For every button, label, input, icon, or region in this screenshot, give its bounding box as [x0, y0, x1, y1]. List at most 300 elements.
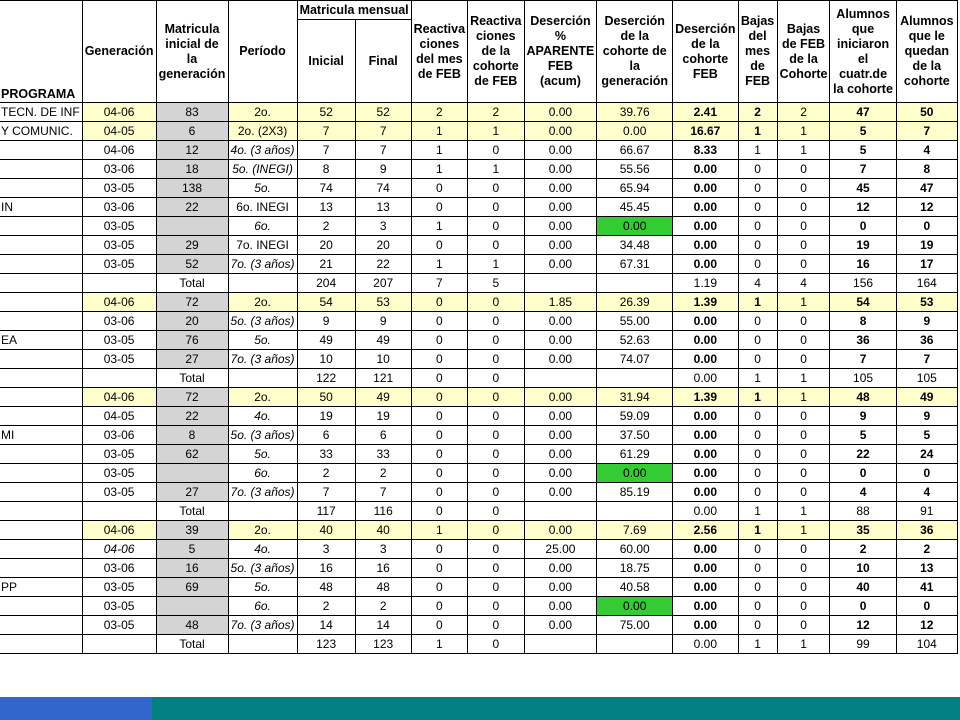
- cell-reactivaciones-cohorte: 0: [468, 350, 524, 369]
- cell-reactivaciones-cohorte: 0: [468, 635, 524, 654]
- cell-inicial: 48: [297, 578, 355, 597]
- cell-reactivaciones-mes: 0: [411, 350, 467, 369]
- cell-inicial: 2: [297, 597, 355, 616]
- table-row: [0, 103, 958, 122]
- header-desercion-cohorte-feb: Deserción de la cohorte FEB: [673, 1, 738, 103]
- cell-desercion-generacion: 0.00: [597, 597, 673, 616]
- table-row: [0, 255, 958, 274]
- cell-bajas-mes: 1: [738, 369, 777, 388]
- cell-reactivaciones-mes: 7: [411, 274, 467, 293]
- header-desercion-cohorte-gen: Deserción de la cohorte de la generación: [597, 1, 673, 103]
- cell-final: 40: [355, 521, 411, 540]
- cell-generacion: 04-06: [82, 540, 156, 559]
- cell-bajas-cohorte: 0: [777, 217, 830, 236]
- cell-bajas-cohorte: 1: [777, 521, 830, 540]
- cell-desercion-feb: 8.33: [673, 141, 738, 160]
- table-row: [0, 483, 958, 502]
- cell-desercion-aparente: 0.00: [524, 217, 597, 236]
- cell-bajas-mes: 0: [738, 426, 777, 445]
- cell-reactivaciones-cohorte: 0: [468, 141, 524, 160]
- cell-reactivaciones-mes: 0: [411, 369, 467, 388]
- cell-programa: IN: [0, 198, 82, 217]
- cell-desercion-generacion: 75.00: [597, 616, 673, 635]
- cell-desercion-aparente: 0.00: [524, 198, 597, 217]
- cell-programa: [0, 597, 82, 616]
- cell-inicial: 204: [297, 274, 355, 293]
- table-row: [0, 521, 958, 540]
- table-row: [0, 597, 958, 616]
- cell-final: 74: [355, 179, 411, 198]
- cell-desercion-aparente: [524, 635, 597, 654]
- cell-reactivaciones-cohorte: 0: [468, 293, 524, 312]
- cell-matricula-inicial: 22: [156, 407, 228, 426]
- cell-desercion-generacion: 0.00: [597, 122, 673, 141]
- cell-bajas-mes: 0: [738, 160, 777, 179]
- header-matricula-inicial: Matricula inicial de la generación: [156, 1, 228, 103]
- cell-desercion-generacion: 18.75: [597, 559, 673, 578]
- cell-desercion-feb: 0.00: [673, 407, 738, 426]
- cell-inicial: 19: [297, 407, 355, 426]
- cell-matricula-inicial: 39: [156, 521, 228, 540]
- cell-desercion-feb: 0.00: [673, 331, 738, 350]
- cell-inicial: 3: [297, 540, 355, 559]
- cell-desercion-generacion: [597, 369, 673, 388]
- cell-desercion-feb: 0.00: [673, 559, 738, 578]
- cell-desercion-generacion: [597, 502, 673, 521]
- cell-alumnos-quedan: 104: [896, 635, 957, 654]
- cell-inicial: 10: [297, 350, 355, 369]
- cell-desercion-aparente: 0.00: [524, 445, 597, 464]
- cell-desercion-aparente: 0.00: [524, 616, 597, 635]
- cell-alumnos-iniciaron: 99: [830, 635, 896, 654]
- cell-bajas-cohorte: 1: [777, 502, 830, 521]
- cell-bajas-cohorte: 1: [777, 141, 830, 160]
- cell-bajas-mes: 0: [738, 616, 777, 635]
- header-reactivaciones-mes: Reactiva ciones del mes de FEB: [411, 1, 467, 103]
- cell-inicial: 14: [297, 616, 355, 635]
- cell-programa: [0, 388, 82, 407]
- cell-reactivaciones-mes: 1: [411, 160, 467, 179]
- cell-matricula-inicial: 8: [156, 426, 228, 445]
- cell-periodo: 5o.: [228, 179, 297, 198]
- table-row: [0, 179, 958, 198]
- cell-reactivaciones-cohorte: 0: [468, 616, 524, 635]
- cell-final: 3: [355, 217, 411, 236]
- cell-final: 13: [355, 198, 411, 217]
- cell-inicial: 13: [297, 198, 355, 217]
- cell-generacion: 03-05: [82, 331, 156, 350]
- cell-desercion-generacion: 26.39: [597, 293, 673, 312]
- cell-bajas-mes: 4: [738, 274, 777, 293]
- cell-alumnos-quedan: 50: [896, 103, 957, 122]
- cell-matricula-inicial: 76: [156, 331, 228, 350]
- cell-reactivaciones-mes: 0: [411, 540, 467, 559]
- empty-cell: [82, 502, 156, 521]
- header-generacion: Generación: [82, 1, 156, 103]
- cell-reactivaciones-mes: 0: [411, 597, 467, 616]
- cell-alumnos-iniciaron: 5: [830, 141, 896, 160]
- cell-alumnos-iniciaron: 19: [830, 236, 896, 255]
- cell-desercion-generacion: 0.00: [597, 217, 673, 236]
- empty-cell: [228, 635, 297, 654]
- cell-reactivaciones-cohorte: 0: [468, 597, 524, 616]
- cell-bajas-mes: 1: [738, 502, 777, 521]
- cell-reactivaciones-mes: 0: [411, 426, 467, 445]
- cell-final: 3: [355, 540, 411, 559]
- table-row: [0, 464, 958, 483]
- cell-final: 6: [355, 426, 411, 445]
- cell-alumnos-quedan: 91: [896, 502, 957, 521]
- cell-desercion-generacion: 40.58: [597, 578, 673, 597]
- cell-programa: [0, 160, 82, 179]
- cell-alumnos-quedan: 9: [896, 312, 957, 331]
- cell-matricula-inicial: 83: [156, 103, 228, 122]
- cell-alumnos-quedan: 0: [896, 217, 957, 236]
- cell-programa: [0, 483, 82, 502]
- cell-desercion-generacion: 37.50: [597, 426, 673, 445]
- cell-generacion: 03-06: [82, 198, 156, 217]
- table-row: [0, 350, 958, 369]
- cell-bajas-cohorte: 0: [777, 255, 830, 274]
- cell-generacion: 03-05: [82, 255, 156, 274]
- cell-bajas-mes: 1: [738, 521, 777, 540]
- cell-desercion-generacion: 34.48: [597, 236, 673, 255]
- cell-desercion-generacion: 67.31: [597, 255, 673, 274]
- cell-inicial: 7: [297, 141, 355, 160]
- cell-reactivaciones-mes: 1: [411, 521, 467, 540]
- cell-desercion-generacion: 55.56: [597, 160, 673, 179]
- header-desercion-aparente: Deserción % APARENTE FEB (acum): [524, 1, 597, 103]
- cell-reactivaciones-cohorte: 0: [468, 483, 524, 502]
- cell-programa: [0, 217, 82, 236]
- cell-final: 49: [355, 331, 411, 350]
- cell-alumnos-iniciaron: 5: [830, 122, 896, 141]
- total-label: Total: [156, 502, 228, 521]
- cell-bajas-mes: 0: [738, 483, 777, 502]
- cell-periodo: 2o.: [228, 521, 297, 540]
- cell-alumnos-quedan: 7: [896, 122, 957, 141]
- header-reactivaciones-cohorte: Reactiva ciones de la cohorte de FEB: [468, 1, 524, 103]
- cell-desercion-generacion: 85.19: [597, 483, 673, 502]
- cell-final: 52: [355, 103, 411, 122]
- cell-desercion-feb: 0.00: [673, 255, 738, 274]
- cell-reactivaciones-cohorte: 1: [468, 255, 524, 274]
- cell-reactivaciones-cohorte: 0: [468, 445, 524, 464]
- cell-generacion: 04-06: [82, 103, 156, 122]
- cell-reactivaciones-cohorte: 0: [468, 312, 524, 331]
- cell-alumnos-iniciaron: 47: [830, 103, 896, 122]
- cell-matricula-inicial: 52: [156, 255, 228, 274]
- cell-inicial: 40: [297, 521, 355, 540]
- cell-reactivaciones-mes: 1: [411, 635, 467, 654]
- cell-desercion-feb: 0.00: [673, 445, 738, 464]
- cell-matricula-inicial: 27: [156, 350, 228, 369]
- table-row: [0, 388, 958, 407]
- cell-desercion-aparente: 0.00: [524, 122, 597, 141]
- cell-desercion-feb: 16.67: [673, 122, 738, 141]
- cell-reactivaciones-mes: 1: [411, 255, 467, 274]
- cell-inicial: 2: [297, 464, 355, 483]
- cell-alumnos-iniciaron: 0: [830, 464, 896, 483]
- cell-bajas-cohorte: 0: [777, 483, 830, 502]
- cell-periodo: 6o.: [228, 464, 297, 483]
- cell-desercion-aparente: 0.00: [524, 464, 597, 483]
- cell-bajas-mes: 0: [738, 464, 777, 483]
- cell-final: 10: [355, 350, 411, 369]
- cell-bajas-cohorte: 1: [777, 122, 830, 141]
- cell-alumnos-iniciaron: 12: [830, 198, 896, 217]
- cell-bajas-cohorte: 0: [777, 198, 830, 217]
- cell-final: 207: [355, 274, 411, 293]
- cell-bajas-mes: 0: [738, 597, 777, 616]
- cell-final: 16: [355, 559, 411, 578]
- cell-alumnos-quedan: 36: [896, 521, 957, 540]
- cell-alumnos-quedan: 0: [896, 597, 957, 616]
- cell-desercion-feb: 1.39: [673, 388, 738, 407]
- cell-bajas-cohorte: 0: [777, 179, 830, 198]
- cell-alumnos-quedan: 36: [896, 331, 957, 350]
- table-body: [0, 103, 958, 654]
- cell-inicial: 20: [297, 236, 355, 255]
- cell-bajas-cohorte: 0: [777, 464, 830, 483]
- cell-desercion-feb: 0.00: [673, 426, 738, 445]
- cell-final: 48: [355, 578, 411, 597]
- table-row: [0, 616, 958, 635]
- cell-desercion-feb: 0.00: [673, 597, 738, 616]
- cell-bajas-mes: 0: [738, 312, 777, 331]
- cell-generacion: 03-06: [82, 426, 156, 445]
- empty-cell: [0, 369, 82, 388]
- cell-matricula-inicial: 72: [156, 293, 228, 312]
- cell-final: 7: [355, 122, 411, 141]
- cell-alumnos-iniciaron: 2: [830, 540, 896, 559]
- cell-final: 2: [355, 597, 411, 616]
- cell-alumnos-iniciaron: 10: [830, 559, 896, 578]
- cell-reactivaciones-cohorte: 5: [468, 274, 524, 293]
- cell-generacion: 04-06: [82, 141, 156, 160]
- cell-desercion-generacion: 45.45: [597, 198, 673, 217]
- cell-desercion-aparente: 1.85: [524, 293, 597, 312]
- cell-bajas-cohorte: 0: [777, 540, 830, 559]
- empty-cell: [228, 274, 297, 293]
- cell-programa: PP: [0, 578, 82, 597]
- cell-desercion-aparente: 0.00: [524, 426, 597, 445]
- cell-bajas-cohorte: 0: [777, 350, 830, 369]
- cell-periodo: 5o.: [228, 445, 297, 464]
- table-row: [0, 331, 958, 350]
- cell-periodo: 5o.: [228, 331, 297, 350]
- cell-matricula-inicial: 6: [156, 122, 228, 141]
- cell-generacion: 03-06: [82, 312, 156, 331]
- table-row: [0, 578, 958, 597]
- cell-periodo: 7o. (3 años): [228, 350, 297, 369]
- cell-alumnos-quedan: 13: [896, 559, 957, 578]
- cell-generacion: 03-06: [82, 559, 156, 578]
- cell-inicial: 2: [297, 217, 355, 236]
- cell-desercion-generacion: 59.09: [597, 407, 673, 426]
- cell-programa: [0, 540, 82, 559]
- cell-desercion-aparente: [524, 369, 597, 388]
- cell-alumnos-quedan: 105: [896, 369, 957, 388]
- cell-programa: Y COMUNIC.: [0, 122, 82, 141]
- cell-desercion-feb: 0.00: [673, 578, 738, 597]
- empty-cell: [228, 502, 297, 521]
- cell-generacion: 03-05: [82, 350, 156, 369]
- total-label: Total: [156, 635, 228, 654]
- cell-bajas-cohorte: 0: [777, 160, 830, 179]
- cell-periodo: 2o.: [228, 293, 297, 312]
- cell-reactivaciones-cohorte: 1: [468, 122, 524, 141]
- cell-desercion-feb: 0.00: [673, 464, 738, 483]
- empty-cell: [82, 369, 156, 388]
- cell-alumnos-quedan: 4: [896, 141, 957, 160]
- cell-matricula-inicial: 12: [156, 141, 228, 160]
- cell-desercion-generacion: 31.94: [597, 388, 673, 407]
- cell-generacion: 04-06: [82, 293, 156, 312]
- cell-alumnos-quedan: 24: [896, 445, 957, 464]
- cell-inicial: 122: [297, 369, 355, 388]
- cell-reactivaciones-mes: 0: [411, 502, 467, 521]
- cell-reactivaciones-mes: 0: [411, 388, 467, 407]
- cell-alumnos-iniciaron: 7: [830, 350, 896, 369]
- total-label: Total: [156, 369, 228, 388]
- cell-reactivaciones-mes: 1: [411, 217, 467, 236]
- cell-programa: [0, 141, 82, 160]
- cell-alumnos-quedan: 4: [896, 483, 957, 502]
- cell-generacion: 03-05: [82, 483, 156, 502]
- cell-periodo: 2o.: [228, 388, 297, 407]
- cell-final: 7: [355, 141, 411, 160]
- cell-alumnos-quedan: 49: [896, 388, 957, 407]
- cell-inicial: 54: [297, 293, 355, 312]
- cell-bajas-mes: 2: [738, 103, 777, 122]
- cell-generacion: 03-05: [82, 597, 156, 616]
- empty-cell: [228, 369, 297, 388]
- cell-inicial: 49: [297, 331, 355, 350]
- cell-bajas-cohorte: 0: [777, 312, 830, 331]
- cell-final: 116: [355, 502, 411, 521]
- cell-bajas-mes: 1: [738, 635, 777, 654]
- cell-alumnos-quedan: 19: [896, 236, 957, 255]
- cell-matricula-inicial: 29: [156, 236, 228, 255]
- cell-bajas-cohorte: 1: [777, 369, 830, 388]
- cell-desercion-generacion: 0.00: [597, 464, 673, 483]
- cell-desercion-aparente: 0.00: [524, 103, 597, 122]
- cell-bajas-cohorte: 2: [777, 103, 830, 122]
- cell-programa: [0, 464, 82, 483]
- cell-periodo: 5o. (3 años): [228, 426, 297, 445]
- cell-programa: [0, 445, 82, 464]
- cell-bajas-mes: 0: [738, 217, 777, 236]
- cell-alumnos-quedan: 8: [896, 160, 957, 179]
- cell-final: 49: [355, 388, 411, 407]
- cell-final: 7: [355, 483, 411, 502]
- cell-alumnos-iniciaron: 12: [830, 616, 896, 635]
- cell-alumnos-iniciaron: 9: [830, 407, 896, 426]
- cell-desercion-feb: 0.00: [673, 350, 738, 369]
- table-row: [0, 236, 958, 255]
- cell-generacion: 04-05: [82, 407, 156, 426]
- cell-periodo: 7o. (3 años): [228, 483, 297, 502]
- cell-matricula-inicial: [156, 217, 228, 236]
- cell-matricula-inicial: [156, 464, 228, 483]
- cell-final: 53: [355, 293, 411, 312]
- cell-alumnos-iniciaron: 40: [830, 578, 896, 597]
- cell-bajas-cohorte: 1: [777, 388, 830, 407]
- cell-programa: [0, 236, 82, 255]
- cell-desercion-feb: 0.00: [673, 616, 738, 635]
- cell-desercion-aparente: 0.00: [524, 160, 597, 179]
- cell-generacion: 03-05: [82, 236, 156, 255]
- cell-inicial: 52: [297, 103, 355, 122]
- cell-generacion: 03-05: [82, 179, 156, 198]
- cell-desercion-feb: 0.00: [673, 160, 738, 179]
- empty-cell: [0, 274, 82, 293]
- cell-desercion-aparente: 0.00: [524, 407, 597, 426]
- cell-reactivaciones-cohorte: 0: [468, 559, 524, 578]
- cell-alumnos-iniciaron: 5: [830, 426, 896, 445]
- cell-alumnos-iniciaron: 22: [830, 445, 896, 464]
- cell-inicial: 117: [297, 502, 355, 521]
- cell-desercion-aparente: 0.00: [524, 179, 597, 198]
- empty-cell: [0, 635, 82, 654]
- cell-alumnos-quedan: 17: [896, 255, 957, 274]
- cell-final: 19: [355, 407, 411, 426]
- cell-reactivaciones-mes: 1: [411, 122, 467, 141]
- cell-reactivaciones-cohorte: 0: [468, 369, 524, 388]
- cell-final: 121: [355, 369, 411, 388]
- cell-bajas-cohorte: 0: [777, 597, 830, 616]
- cell-inicial: 33: [297, 445, 355, 464]
- cell-inicial: 50: [297, 388, 355, 407]
- cell-bajas-mes: 0: [738, 198, 777, 217]
- cell-bajas-mes: 0: [738, 407, 777, 426]
- cell-alumnos-iniciaron: 0: [830, 217, 896, 236]
- cell-bajas-cohorte: 0: [777, 578, 830, 597]
- cell-bajas-cohorte: 1: [777, 635, 830, 654]
- cell-desercion-aparente: 0.00: [524, 597, 597, 616]
- cell-alumnos-iniciaron: 4: [830, 483, 896, 502]
- cell-periodo: 4o.: [228, 407, 297, 426]
- cell-bajas-mes: 0: [738, 255, 777, 274]
- cell-reactivaciones-cohorte: 0: [468, 179, 524, 198]
- cell-desercion-feb: 0.00: [673, 635, 738, 654]
- cell-programa: [0, 255, 82, 274]
- cell-alumnos-quedan: 2: [896, 540, 957, 559]
- total-row: [0, 274, 958, 293]
- cell-periodo: 2o. (2X3): [228, 122, 297, 141]
- cell-inicial: 7: [297, 122, 355, 141]
- cell-desercion-generacion: 65.94: [597, 179, 673, 198]
- cell-desercion-feb: 0.00: [673, 217, 738, 236]
- cell-reactivaciones-cohorte: 0: [468, 236, 524, 255]
- cell-reactivaciones-mes: 2: [411, 103, 467, 122]
- cell-alumnos-quedan: 5: [896, 426, 957, 445]
- cell-reactivaciones-cohorte: 0: [468, 502, 524, 521]
- cell-alumnos-iniciaron: 156: [830, 274, 896, 293]
- header-bajas-cohorte: Bajas de FEB de la Cohorte: [777, 1, 830, 103]
- cell-bajas-cohorte: 1: [777, 293, 830, 312]
- table-row: [0, 445, 958, 464]
- cell-desercion-feb: 1.19: [673, 274, 738, 293]
- cell-desercion-feb: 0.00: [673, 179, 738, 198]
- cell-periodo: 2o.: [228, 103, 297, 122]
- slide-footer-bar: [0, 697, 960, 720]
- cell-reactivaciones-cohorte: 0: [468, 198, 524, 217]
- cell-alumnos-iniciaron: 54: [830, 293, 896, 312]
- cell-programa: [0, 293, 82, 312]
- cell-matricula-inicial: 22: [156, 198, 228, 217]
